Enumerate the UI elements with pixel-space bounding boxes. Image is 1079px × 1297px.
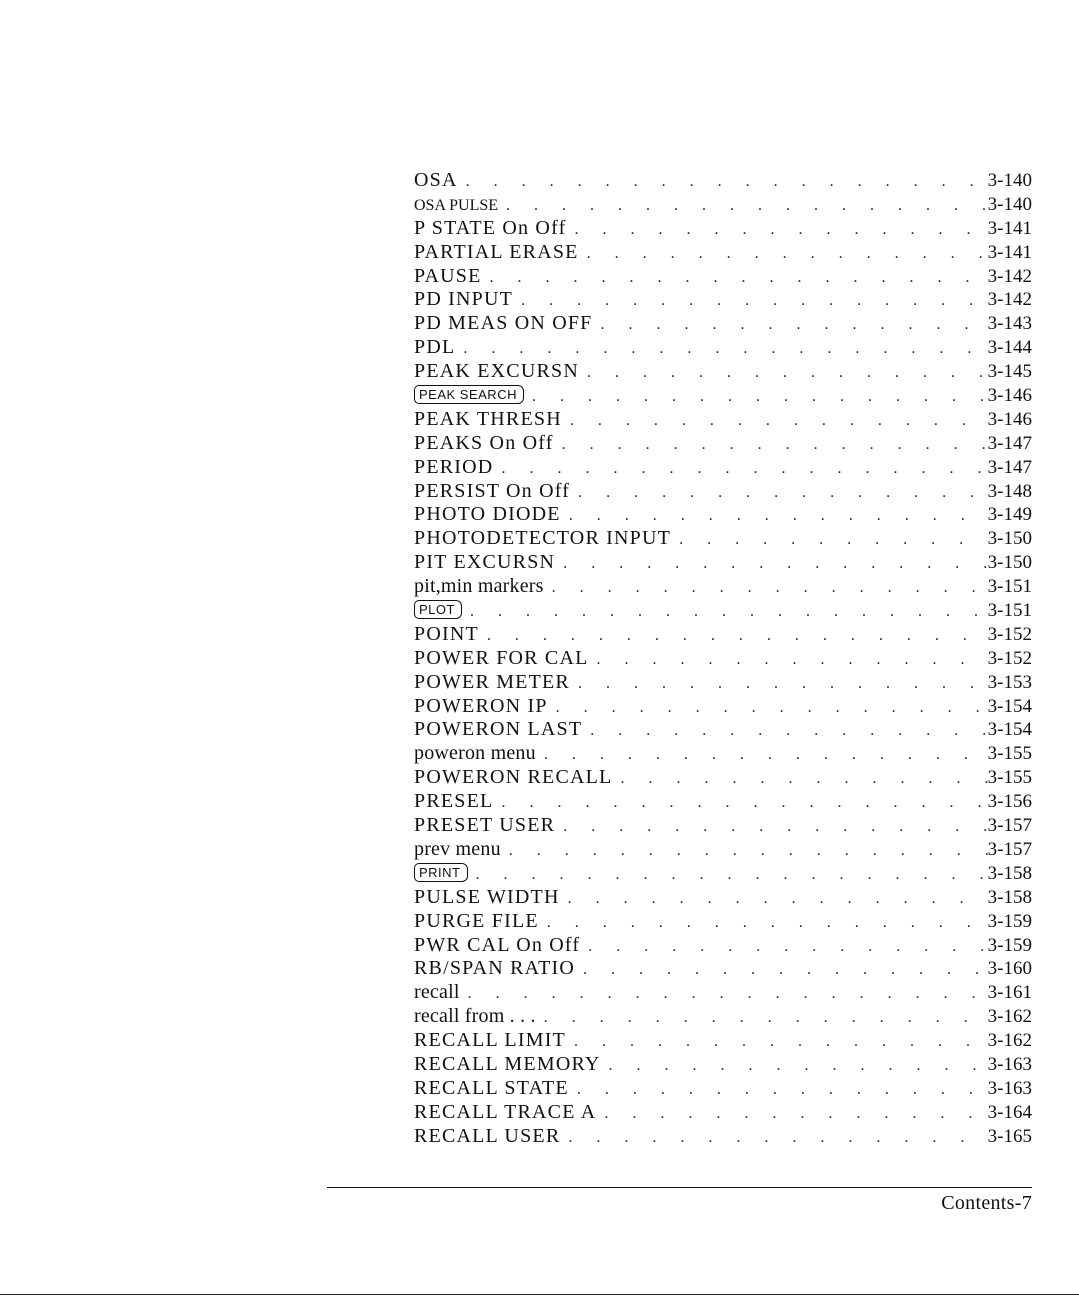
toc-entry[interactable]	[414, 981, 1032, 1005]
dot-leader	[570, 672, 988, 696]
dot-leader	[579, 242, 988, 266]
toc-entry[interactable]	[414, 360, 1032, 384]
toc-entry[interactable]	[414, 1077, 1032, 1101]
toc-entry[interactable]	[414, 934, 1032, 958]
dot-leader	[458, 170, 988, 194]
toc-entry-label: POWERON IP	[414, 694, 548, 717]
toc-entry-page-number: 3-162	[987, 1006, 1032, 1028]
toc-entry-page-number: 3-164	[987, 1101, 1032, 1123]
dot-leader	[462, 600, 988, 624]
toc-entry[interactable]	[414, 766, 1032, 790]
toc-entry-label: PEAK EXCURSN	[414, 360, 579, 383]
toc-entry-page-number: 3-163	[987, 1077, 1032, 1099]
toc-entry[interactable]	[414, 742, 1032, 766]
toc-entry-label: PHOTO DIODE	[414, 503, 561, 526]
toc-entry[interactable]	[414, 551, 1032, 575]
dot-leader	[498, 194, 988, 218]
toc-entry[interactable]	[414, 480, 1032, 504]
toc-entry-page-number: 3-153	[987, 671, 1032, 693]
toc-entry-page-number: 3-142	[987, 265, 1032, 287]
dot-leader	[580, 935, 987, 959]
toc-entry-label: prev menu	[414, 837, 501, 860]
dot-leader	[561, 504, 988, 528]
toc-entry[interactable]	[414, 1125, 1032, 1149]
toc-entry-page-number: 3-162	[987, 1030, 1032, 1052]
toc-entry-label: PWR CAL On Off	[414, 933, 581, 956]
dot-leader	[601, 1054, 988, 1078]
toc-entry-page-number: 3-156	[987, 791, 1032, 813]
toc-entry-page-number: 3-147	[987, 456, 1032, 478]
toc-entry[interactable]	[414, 599, 1032, 623]
toc-entry-page-number: 3-152	[987, 623, 1032, 645]
toc-entry-label: POINT	[414, 622, 479, 645]
toc-entry-label: OSA PULSE	[414, 196, 499, 214]
toc-entry-page-number: 3-154	[987, 719, 1032, 741]
dot-leader	[555, 552, 987, 576]
toc-entry-page-number: 3-158	[987, 886, 1032, 908]
toc-entry-page-number: 3-151	[987, 600, 1032, 622]
toc-entry-label: poweron menu	[414, 742, 536, 765]
table-of-contents	[414, 169, 1032, 1149]
dot-leader	[562, 409, 988, 433]
dot-leader	[579, 361, 988, 385]
toc-entry-label	[414, 384, 524, 408]
dot-leader	[482, 266, 988, 290]
toc-entry-label	[414, 599, 462, 623]
hardkey-label: PEAK SEARCH	[414, 385, 524, 404]
dot-leader	[493, 457, 987, 481]
dot-leader	[593, 313, 988, 337]
toc-entry[interactable]	[414, 910, 1032, 934]
dot-leader	[566, 218, 987, 242]
hardkey-label: PRINT	[414, 863, 468, 882]
toc-entry-label: PHOTODETECTOR INPUT	[414, 527, 672, 550]
dot-leader	[589, 648, 988, 672]
dot-leader	[566, 1030, 988, 1054]
toc-entry-page-number: 3-150	[987, 552, 1032, 574]
toc-entry-page-number: 3-143	[987, 313, 1032, 335]
toc-entry[interactable]	[414, 790, 1032, 814]
toc-entry[interactable]	[414, 718, 1032, 742]
toc-entry-label: POWER FOR CAL	[414, 646, 589, 669]
toc-entry-label: RECALL TRACE A	[414, 1100, 597, 1123]
toc-entry[interactable]	[414, 862, 1032, 886]
toc-entry-label: POWERON RECALL	[414, 766, 613, 789]
dot-leader	[575, 958, 988, 982]
toc-entry-label: POWERON LAST	[414, 718, 583, 741]
toc-entry-page-number: 3-140	[987, 170, 1032, 191]
toc-entry-page-number: 3-151	[987, 576, 1032, 598]
toc-entry[interactable]	[414, 838, 1032, 862]
toc-entry-page-number: 3-159	[987, 934, 1032, 956]
toc-entry-label: RECALL USER	[414, 1124, 561, 1147]
toc-entry-label: POWER METER	[414, 670, 570, 693]
toc-entry[interactable]	[414, 384, 1032, 408]
toc-entry[interactable]	[414, 623, 1032, 647]
toc-entry-label: RECALL MEMORY	[414, 1052, 601, 1075]
toc-entry[interactable]	[414, 503, 1032, 527]
dot-leader	[539, 911, 988, 935]
dot-leader	[612, 767, 987, 791]
dot-leader	[560, 887, 988, 911]
dot-leader	[544, 576, 988, 600]
toc-entry-label: RB/SPAN RATIO	[414, 957, 576, 980]
toc-entry[interactable]	[414, 241, 1032, 265]
toc-entry-page-number: 3-144	[987, 337, 1032, 359]
dot-leader	[460, 982, 988, 1006]
toc-entry[interactable]	[414, 957, 1032, 981]
toc-entry[interactable]	[414, 671, 1032, 695]
dot-leader	[455, 337, 987, 361]
toc-entry-page-number: 3-146	[987, 385, 1032, 407]
dot-leader	[548, 696, 988, 720]
toc-entry-page-number: 3-149	[987, 504, 1032, 526]
toc-entry-label: PIT EXCURSN	[414, 551, 556, 574]
toc-entry-label: PULSE WIDTH	[414, 885, 560, 908]
toc-entry[interactable]	[414, 575, 1032, 599]
toc-entry[interactable]	[414, 527, 1032, 551]
toc-entry-label: PAUSE	[414, 264, 482, 287]
dot-leader	[536, 1006, 988, 1030]
dot-leader	[570, 481, 988, 505]
toc-entry[interactable]	[414, 1005, 1032, 1029]
toc-entry[interactable]	[414, 408, 1032, 432]
page-bottom-edge	[0, 1294, 1079, 1295]
toc-entry-label: PERSIST On Off	[414, 479, 571, 502]
toc-entry-page-number: 3-157	[987, 838, 1032, 860]
toc-entry[interactable]	[414, 217, 1032, 241]
toc-entry[interactable]	[414, 265, 1032, 289]
dot-leader	[524, 385, 988, 409]
toc-entry-label: PURGE FILE	[414, 909, 539, 932]
toc-entry-label: PD MEAS ON OFF	[414, 312, 593, 335]
dot-leader	[555, 815, 987, 839]
dot-leader	[513, 289, 988, 313]
toc-entry-page-number: 3-140	[987, 193, 1032, 215]
dot-leader	[501, 839, 988, 863]
toc-entry-label: PARTIAL ERASE	[414, 240, 579, 263]
toc-entry-label: PD INPUT	[414, 288, 514, 311]
dot-leader	[582, 719, 987, 743]
toc-entry-page-number: 3-141	[987, 217, 1032, 239]
toc-entry-label: RECALL LIMIT	[414, 1029, 566, 1052]
toc-entry-label: PEAKS On Off	[414, 431, 554, 454]
toc-entry[interactable]	[414, 312, 1032, 336]
footer-divider	[327, 1187, 1032, 1188]
toc-entry-page-number: 3-160	[987, 958, 1032, 980]
toc-entry-page-number: 3-157	[987, 815, 1032, 837]
toc-entry[interactable]	[414, 288, 1032, 312]
dot-leader	[569, 1078, 988, 1102]
toc-entry-page-number: 3-165	[987, 1125, 1032, 1147]
toc-entry[interactable]	[414, 886, 1032, 910]
dot-leader	[493, 791, 987, 815]
toc-entry-page-number: 3-155	[987, 743, 1032, 765]
toc-entry[interactable]	[414, 1029, 1032, 1053]
toc-entry-label: PERIOD	[414, 455, 494, 478]
toc-entry-label: pit,min markers	[414, 575, 544, 598]
toc-entry[interactable]	[414, 336, 1032, 360]
toc-entry[interactable]	[414, 432, 1032, 456]
toc-entry-label: P STATE On Off	[414, 216, 567, 239]
toc-entry-page-number: 3-152	[987, 647, 1032, 669]
dot-leader	[536, 743, 988, 767]
toc-entry[interactable]	[414, 193, 1032, 217]
toc-entry-page-number: 3-155	[987, 767, 1032, 789]
toc-entry-page-number: 3-146	[987, 408, 1032, 430]
dot-leader	[554, 433, 988, 457]
toc-entry-page-number: 3-147	[987, 432, 1032, 454]
toc-entry-page-number: 3-154	[987, 695, 1032, 717]
toc-entry[interactable]	[414, 169, 1032, 193]
toc-entry[interactable]	[414, 1101, 1032, 1125]
toc-entry[interactable]	[414, 695, 1032, 719]
toc-entry-label: PRESET USER	[414, 814, 556, 837]
toc-entry-page-number: 3-148	[987, 480, 1032, 502]
toc-entry[interactable]	[414, 456, 1032, 480]
dot-leader	[671, 528, 988, 552]
toc-entry-label	[414, 862, 468, 886]
toc-entry-page-number: 3-141	[987, 241, 1032, 263]
toc-entry-label: PDL	[414, 336, 456, 359]
toc-entry-label: PRESEL	[414, 790, 494, 813]
dot-leader	[479, 624, 988, 648]
toc-entry-label: OSA	[414, 169, 458, 191]
toc-entry-page-number: 3-150	[987, 528, 1032, 550]
toc-entry-label: recall	[414, 981, 460, 1004]
hardkey-label: PLOT	[414, 600, 462, 619]
toc-entry-label: PEAK THRESH	[414, 407, 562, 430]
toc-entry[interactable]	[414, 647, 1032, 671]
toc-entry-page-number: 3-158	[987, 862, 1032, 884]
toc-entry[interactable]	[414, 814, 1032, 838]
page-footer-label: Contents-7	[941, 1192, 1032, 1214]
toc-entry-label: RECALL STATE	[414, 1076, 569, 1099]
toc-entry-page-number: 3-161	[987, 982, 1032, 1004]
toc-entry-page-number: 3-163	[987, 1053, 1032, 1075]
toc-entry-label: recall from . . .	[414, 1005, 536, 1028]
toc-entry-page-number: 3-159	[987, 910, 1032, 932]
toc-entry-page-number: 3-142	[987, 289, 1032, 311]
toc-entry[interactable]	[414, 1053, 1032, 1077]
dot-leader	[468, 863, 988, 887]
toc-entry-page-number: 3-145	[987, 361, 1032, 383]
dot-leader	[596, 1102, 987, 1126]
dot-leader	[560, 1126, 987, 1150]
